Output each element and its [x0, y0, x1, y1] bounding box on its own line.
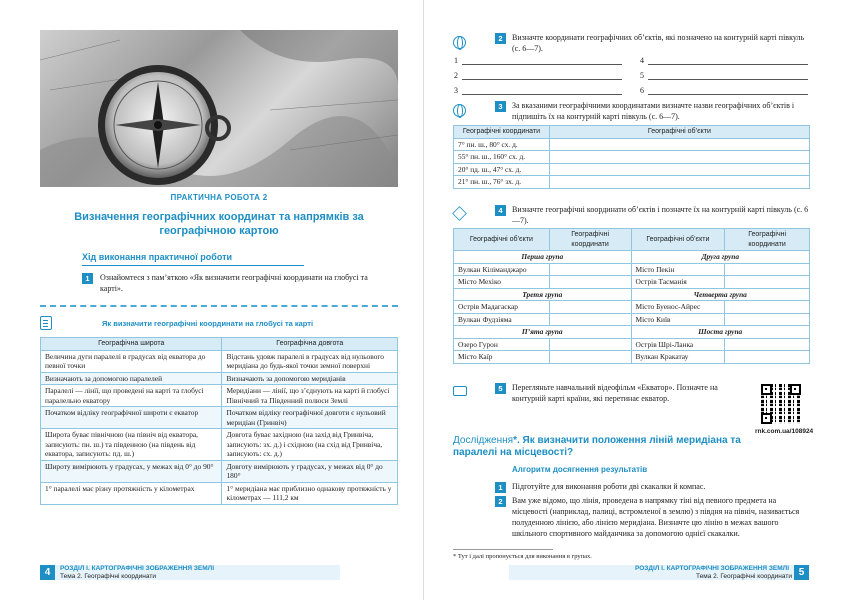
- cube-icon: [452, 206, 467, 221]
- step-2-number: 2: [495, 496, 506, 507]
- research-heading: [453, 435, 773, 459]
- table-row: [454, 163, 810, 176]
- footer-topic: Тема 2. Географічні координати: [60, 573, 156, 580]
- coordinates-cell: 55° пн. ш., 160° сх. д.: [454, 151, 550, 164]
- qr-link[interactable]: rnk.com.ua/108924: [755, 428, 814, 435]
- task-1-text: Ознайомтеся з пам’яткою «Як визначити географічні координати на глобусі та карті».: [100, 273, 368, 293]
- coordinates-cell: 20° пд. ш., 47° сх. д.: [454, 163, 550, 176]
- memo-cell: Відстань удовж паралелі в градусах від нульового меридіана до будь-якої точки земної поверхні: [222, 350, 398, 372]
- memo-table: [40, 337, 398, 505]
- answer-cell[interactable]: [725, 263, 810, 276]
- memo-cell: 1° паралелі має різну протяжність у кілометрах: [41, 482, 222, 504]
- answer-cell[interactable]: [725, 301, 810, 314]
- memo-header-latitude: Географічна широта: [41, 338, 222, 351]
- coordinates-cell: 21° пн. ш., 76° зх. д.: [454, 176, 550, 189]
- answer-cell[interactable]: [725, 313, 810, 326]
- research-title: . Як визначити положення ліній меридіана та паралелі на місцевості?: [453, 435, 741, 458]
- video-camera-icon: [453, 386, 467, 396]
- task-4-header: Географічні об’єкти: [454, 229, 550, 251]
- progress-heading-underline: [82, 265, 304, 266]
- answer-cell[interactable]: [549, 301, 631, 314]
- object-cell: Острів Шрі-Ланка: [631, 338, 725, 351]
- research-label: Дослідження: [453, 435, 514, 446]
- task-4-number: 4: [495, 205, 506, 216]
- answer-cell[interactable]: [549, 351, 631, 364]
- group-title: П’ята група: [454, 326, 632, 339]
- answer-cell[interactable]: [725, 338, 810, 351]
- table-row: [41, 385, 398, 407]
- practical-work-label: ПРАКТИЧНА РОБОТА 2: [170, 193, 268, 202]
- task-5-text: Перегляньте навчальний відеофільм «Екватор». Позначте на контурній карті країни, які перетинає екватор.: [512, 383, 718, 403]
- task-3-number: 3: [495, 101, 506, 112]
- answer-cell[interactable]: [549, 276, 631, 289]
- task-5-number: 5: [495, 383, 506, 394]
- step-1-number: 1: [495, 482, 506, 493]
- page-number: 5: [794, 565, 809, 580]
- answer-number: 2: [454, 71, 458, 80]
- answer-line[interactable]: [648, 79, 808, 80]
- table-row: [454, 176, 810, 189]
- footer-section: РОЗДІЛ І. КАРТОГРАФІЧНІ ЗОБРАЖЕННЯ ЗЕМЛІ: [635, 565, 790, 572]
- table-row: [454, 151, 810, 164]
- notebook-icon: [40, 316, 52, 330]
- memo-top-divider: [40, 305, 398, 307]
- answer-cell[interactable]: [549, 138, 809, 151]
- footnote: * Тут і далі пропонується для виконання в групах.: [453, 553, 592, 560]
- right-page: [425, 0, 849, 600]
- answer-cell[interactable]: [549, 163, 809, 176]
- answer-line[interactable]: [648, 64, 808, 65]
- compass-on-map-image: [40, 30, 398, 187]
- research-star: *: [513, 435, 517, 446]
- memo-cell: Широта буває північною (на північ від екватора, записують: пн. ш.) та південною (на південь від екватора, записують: пд. ш.): [41, 429, 222, 461]
- memo-cell: Паралелі — лінії, що проведені на карті та глобусі паралельно екватору: [41, 385, 222, 407]
- answer-cell[interactable]: [549, 151, 809, 164]
- footnote-divider: [453, 549, 553, 550]
- qr-code[interactable]: [761, 384, 801, 424]
- answer-number: 6: [640, 86, 644, 95]
- object-cell: Вулкан Фудзіяма: [454, 313, 550, 326]
- answer-line[interactable]: [648, 94, 808, 95]
- answer-number: 5: [640, 71, 644, 80]
- table-row: [41, 460, 398, 482]
- left-page: [0, 0, 424, 600]
- algorithm-heading: Алгоритм досягнення результатів: [512, 465, 648, 474]
- answer-cell[interactable]: [549, 338, 631, 351]
- memo-cell: Довготу вимірюють у градусах, у межах від 0° до 180°: [222, 460, 398, 482]
- table-row: [41, 407, 398, 429]
- step-1-text: Підготуйте для виконання роботи дві скакалки й компас.: [512, 482, 706, 491]
- answer-cell[interactable]: [549, 263, 631, 276]
- group-title: Перша група: [454, 251, 632, 264]
- task-1-number: 1: [82, 273, 93, 284]
- memo-heading: Як визначити географічні координати на глобусі та карті: [102, 319, 314, 328]
- table-row: [454, 276, 810, 289]
- answer-line[interactable]: [462, 64, 622, 65]
- memo-cell: Визначають за допомогою меридіанів: [222, 372, 398, 385]
- object-cell: Вулкан Кіліманджаро: [454, 263, 550, 276]
- memo-cell: Визначають за допомогою паралелей: [41, 372, 222, 385]
- object-cell: Місто Буенос-Айрес: [631, 301, 725, 314]
- object-cell: Місто Київ: [631, 313, 725, 326]
- object-cell: Вулкан Кракатау: [631, 351, 725, 364]
- globe-icon: [453, 104, 466, 117]
- answer-cell[interactable]: [549, 176, 809, 189]
- answer-cell[interactable]: [725, 351, 810, 364]
- footer-topic: Тема 2. Географічні координати: [696, 573, 792, 580]
- task-3-header-coordinates: Географічні координати: [454, 126, 550, 139]
- memo-cell: Величина дуги паралелі в градусах від екватора до певної точки: [41, 350, 222, 372]
- memo-cell: Меридіани — лінії, що з’єднують на карті й глобусі Північний та Південний полюси Землі: [222, 385, 398, 407]
- group-title: Третя група: [454, 288, 632, 301]
- answer-number: 1: [454, 56, 458, 65]
- answer-number: 3: [454, 86, 458, 95]
- group-title: Друга група: [631, 251, 809, 264]
- task-4-text: Визначте географічні координати об’єктів і позначте їх на контурній карті півкуль (с. 6—7).: [512, 205, 809, 225]
- group-title: Четверта група: [631, 288, 809, 301]
- memo-header-longitude: Географічна довгота: [222, 338, 398, 351]
- table-row: [454, 301, 810, 314]
- answer-line[interactable]: [462, 79, 622, 80]
- object-cell: Озеро Гурон: [454, 338, 550, 351]
- footer-section: РОЗДІЛ І. КАРТОГРАФІЧНІ ЗОБРАЖЕННЯ ЗЕМЛІ: [60, 565, 215, 572]
- task-4-table: [453, 228, 810, 364]
- table-row: [41, 372, 398, 385]
- step-2-text: Вам уже відомо, що лінія, проведена в напрямку тіні від певного предмета на місцевості (наприклад, палиці, встромленої в землю) з півдня на північ, називається полуденною лінією, або лінією меридіана. Визначте цю лінію в межах вашого шкільного спортивного майданчика за допомогою однієї скакалки.: [512, 496, 800, 538]
- memo-cell: Довгота буває західною (на захід від Гринвіча, записують: зх. д.) і східною (на схід від Гринвіча, записують: сх. д.): [222, 429, 398, 461]
- object-cell: Місто Мехіко: [454, 276, 550, 289]
- table-row: [41, 429, 398, 461]
- memo-cell: 1° меридіана має приблизно однакову протяжність у кілометрах — 111,2 км: [222, 482, 398, 504]
- table-row: [454, 351, 810, 364]
- table-row: [454, 313, 810, 326]
- table-row: [41, 350, 398, 372]
- table-row: [454, 338, 810, 351]
- task-4-header: Географічні координати: [725, 229, 810, 251]
- answer-cell[interactable]: [549, 313, 631, 326]
- table-row: [41, 482, 398, 504]
- memo-cell: Широту вимірюють у градусах, у межах від 0° до 90°: [41, 460, 222, 482]
- task-3-text: За вказаними географічними координатами визначте назви географічних об’єктів і підпишіть їх на контурній карті півкуль (с. 6—7).: [512, 101, 795, 121]
- globe-icon: [453, 36, 466, 49]
- memo-cell: Початком відліку географічної широти є екватор: [41, 407, 222, 429]
- task-4-header: Географічні об’єкти: [631, 229, 725, 251]
- progress-heading: Хід виконання практичної роботи: [82, 252, 233, 262]
- table-row: [454, 138, 810, 151]
- answer-number: 4: [640, 56, 644, 65]
- object-cell: Острів Мадагаскар: [454, 301, 550, 314]
- memo-cell: Початком відліку географічної довготи є нульовий меридіан (Гринвіч): [222, 407, 398, 429]
- task-2-text: Визначте координати географічних об’єктів, які позначено на контурній карті півкуль (с. 6—7).: [512, 33, 805, 53]
- practical-work-title: Визначення географічних координат та напрямків за географічною картою: [74, 211, 364, 237]
- answer-cell[interactable]: [725, 276, 810, 289]
- task-3-header-objects: Географічні об’єкти: [549, 126, 809, 139]
- task-3-table: [453, 125, 810, 189]
- object-cell: Місто Пекін: [631, 263, 725, 276]
- answer-line[interactable]: [462, 94, 622, 95]
- object-cell: Острів Тасманія: [631, 276, 725, 289]
- task-2-number: 2: [495, 33, 506, 44]
- group-title: Шоста група: [631, 326, 809, 339]
- table-row: [454, 263, 810, 276]
- coordinates-cell: 7° пн. ш., 80° сх. д.: [454, 138, 550, 151]
- task-4-header: Географічні координати: [549, 229, 631, 251]
- compass-photo: [40, 30, 398, 187]
- page-number: 4: [40, 565, 55, 580]
- object-cell: Місто Каїр: [454, 351, 550, 364]
